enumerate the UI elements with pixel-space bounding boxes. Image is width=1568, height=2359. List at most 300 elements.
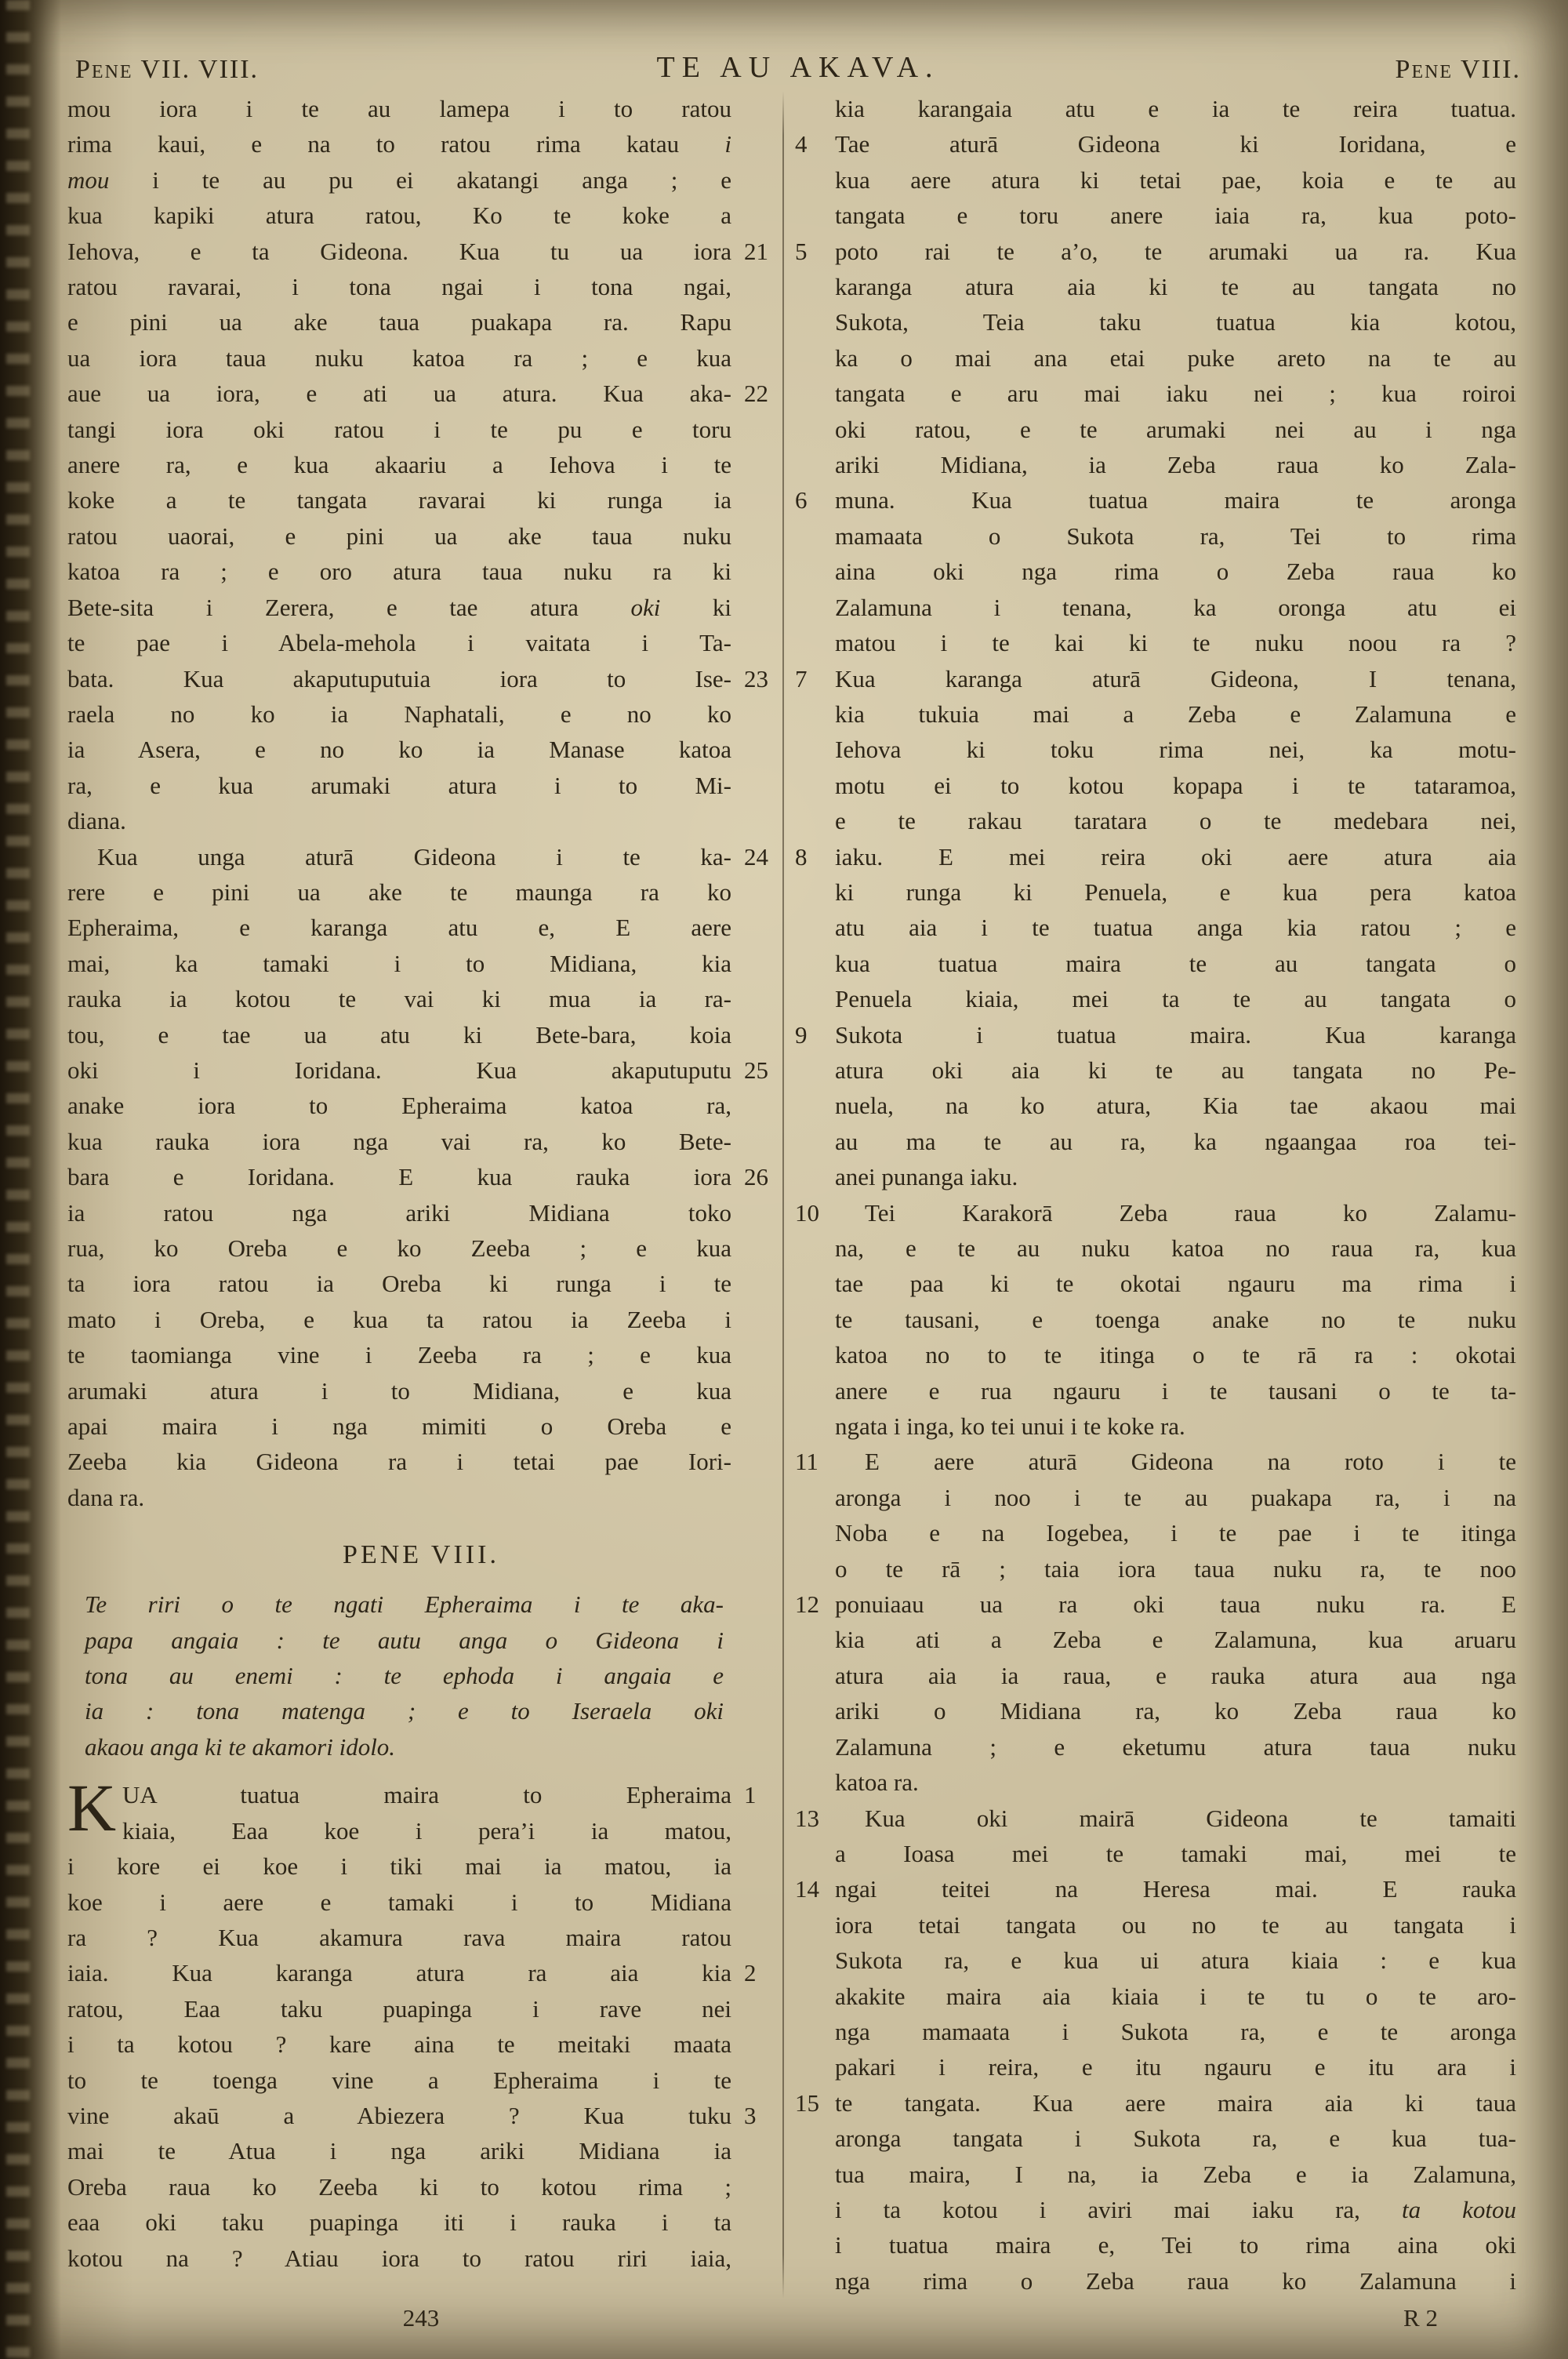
verse-number: 14 bbox=[795, 1875, 819, 1903]
verse-number bbox=[792, 1907, 835, 1943]
text-line bbox=[792, 1871, 1516, 1906]
signature-mark: R 2 bbox=[1403, 2304, 1438, 2332]
verse-number bbox=[792, 518, 835, 554]
verse-number: 5 bbox=[795, 237, 808, 265]
verse-number bbox=[731, 2169, 775, 2205]
text-line bbox=[67, 554, 775, 589]
verse-number bbox=[731, 518, 775, 554]
verse-text: kia karangaia atu e ia te reira tuatua. bbox=[835, 95, 1516, 122]
text-line bbox=[792, 482, 1516, 518]
verse-text: tua maira, I na, ia Zeba e ia Zalamuna, bbox=[835, 2160, 1516, 2188]
verse-text: e te rakau taratara o te medebara nei, bbox=[835, 807, 1516, 835]
text-line bbox=[792, 376, 1516, 411]
verse-text: Sukota ra, e kua ui atura kiaia : e kua bbox=[835, 1946, 1516, 1975]
verse-number bbox=[792, 1408, 835, 1444]
verse-text: Zalamuna ; e eketumu atura taua nuku bbox=[835, 1732, 1516, 1761]
verse-number bbox=[792, 625, 835, 660]
text-line bbox=[67, 625, 775, 660]
verse-text: rima kaui, e na to ratou rima katau i bbox=[67, 130, 731, 158]
verse-number bbox=[792, 2157, 835, 2192]
verse-text: ia Asera, e no ko ia Manase katoa bbox=[67, 736, 731, 764]
verse-text: Tae aturā Gideona ki Ioridana, e bbox=[835, 130, 1516, 158]
verse-text: matou i te kai ki te nuku noou ra ? bbox=[835, 629, 1516, 657]
verse-text: i kore ei koe i tiki mai ia matou, ia bbox=[67, 1852, 731, 1881]
verse-number: 4 bbox=[795, 130, 808, 158]
text-line bbox=[67, 198, 775, 233]
verse-text: mou i te au pu ei akatangi anga ; e bbox=[67, 165, 731, 194]
text-line bbox=[792, 269, 1516, 304]
verse-text: to te toenga vine a Epheraima i te bbox=[67, 2066, 731, 2094]
text-line bbox=[792, 1693, 1516, 1728]
verse-text: na, e te au nuku katoa no raua ra, kua bbox=[835, 1234, 1516, 1262]
verse-text: rauka ia kotou te vai ki mua ia ra- bbox=[67, 985, 731, 1013]
text-line bbox=[792, 1052, 1516, 1088]
verse-number bbox=[731, 1230, 775, 1266]
verse-number: 26 bbox=[744, 1163, 768, 1191]
left-column bbox=[67, 91, 775, 2299]
text-line bbox=[792, 1801, 1516, 1836]
text-line bbox=[67, 2026, 775, 2062]
verse-number bbox=[792, 1302, 835, 1337]
verse-text: kua kapiki atura ratou, Ko te koke a bbox=[67, 202, 731, 230]
verse-number bbox=[792, 732, 835, 767]
verse-text: anere e rua ngauru i te tausani o te ta- bbox=[835, 1376, 1516, 1405]
verse-text: K UA tuatua maira to Epheraima bbox=[67, 1770, 731, 1846]
verse-text: kia tukuia mai a Zeba e Zalamuna e bbox=[835, 700, 1516, 728]
verse-text: aue ua iora, e ati ua atura. Kua aka- bbox=[67, 380, 731, 408]
text-line bbox=[67, 874, 775, 910]
verse-text: ia : tona matenga ; e to Iseraela oki bbox=[85, 1697, 724, 1725]
verse-number bbox=[731, 412, 775, 447]
text-line bbox=[67, 1373, 775, 1408]
verse-number: 3 bbox=[744, 2101, 757, 2129]
text-line bbox=[792, 1480, 1516, 1515]
verse-number bbox=[792, 1979, 835, 2014]
text-line bbox=[67, 1444, 775, 1479]
running-header-right: Pene VIII. bbox=[1395, 55, 1521, 84]
verse-number: 9 bbox=[795, 1020, 808, 1049]
verse-number bbox=[731, 1813, 775, 1848]
text-line bbox=[67, 661, 775, 696]
right-column bbox=[792, 91, 1516, 2299]
verse-text: motu ei to kotou kopapa i te tataramoa, bbox=[835, 771, 1516, 799]
verse-number bbox=[731, 1195, 775, 1230]
verse-number bbox=[792, 768, 835, 803]
text-line bbox=[792, 946, 1516, 981]
verse-text: te taomianga vine i Zeeba ra ; e kua bbox=[67, 1341, 731, 1369]
verse-number bbox=[731, 1848, 775, 1884]
verse-text: nga mamaata i Sukota ra, e te aronga bbox=[835, 2017, 1516, 2045]
verse-number bbox=[731, 2133, 775, 2168]
text-line bbox=[792, 234, 1516, 269]
verse-number bbox=[731, 126, 775, 162]
text-line bbox=[67, 839, 775, 874]
text-line bbox=[792, 126, 1516, 162]
verse-number bbox=[724, 1693, 767, 1728]
verse-text: i ta kotou ? kare aina te meitaki maata bbox=[67, 2030, 731, 2059]
verse-number bbox=[731, 1920, 775, 1955]
verse-text: atu aia i te tuatua anga kia ratou ; e bbox=[835, 914, 1516, 942]
text-line bbox=[85, 1658, 767, 1693]
verse-number bbox=[731, 590, 775, 625]
verse-number: 24 bbox=[744, 842, 768, 871]
text-line bbox=[67, 1159, 775, 1194]
text-line bbox=[792, 1230, 1516, 1266]
verse-number bbox=[792, 554, 835, 589]
verse-number bbox=[731, 1444, 775, 1479]
verse-text: a Ioasa mei te tamaki mai, mei te bbox=[835, 1839, 1516, 1867]
verse-text: kua tuatua maira te au tangata o bbox=[835, 949, 1516, 977]
text-line bbox=[792, 874, 1516, 910]
verse-number bbox=[724, 1658, 767, 1693]
text-line bbox=[67, 1052, 775, 1088]
verse-number: 25 bbox=[744, 1056, 768, 1084]
text-line bbox=[792, 732, 1516, 767]
verse-text: Sukota, Teia taku tuatua kia kotou, bbox=[835, 308, 1516, 336]
verse-text: ra, e kua arumaki atura i to Mi- bbox=[67, 771, 731, 799]
verse-text: ngai teitei na Heresa mai. E rauka bbox=[835, 1875, 1516, 1903]
verse-number bbox=[724, 1587, 767, 1622]
verse-text: Kua unga aturā Gideona i te ka- bbox=[97, 842, 731, 871]
verse-number bbox=[792, 1230, 835, 1266]
verse-number bbox=[792, 696, 835, 732]
verse-text: aronga tangata i Sukota ra, e kua tua- bbox=[835, 2125, 1516, 2153]
text-line bbox=[67, 412, 775, 447]
verse-text: diana. bbox=[67, 807, 126, 835]
verse-text: karanga atura aia ki te au tangata no bbox=[835, 273, 1516, 301]
verse-number bbox=[792, 1658, 835, 1693]
verse-text: kia ati a Zeba e Zalamuna, kua aruaru bbox=[835, 1626, 1516, 1654]
verse-text: katoa no to te itinga o te rā ra : okotai bbox=[835, 1341, 1516, 1369]
verse-text: Tei Karakorā Zeba raua ko Zalamu- bbox=[865, 1198, 1516, 1227]
verse-number: 1 bbox=[744, 1781, 757, 1809]
text-line bbox=[67, 91, 775, 126]
verse-number: 15 bbox=[795, 2088, 819, 2117]
verse-text: ponuiaau ua ra oki taua nuku ra. E bbox=[835, 1590, 1516, 1619]
verse-text: rua, ko Oreba e ko Zeeba ; e kua bbox=[67, 1234, 731, 1262]
text-line bbox=[792, 2085, 1516, 2121]
text-line bbox=[67, 2133, 775, 2168]
verse-text: Kua oki mairā Gideona te tamaiti bbox=[865, 1804, 1516, 1832]
text-line bbox=[67, 2205, 775, 2240]
text-line bbox=[67, 768, 775, 803]
verse-number bbox=[731, 1373, 775, 1408]
verse-text: tona au enemi : te ephoda i angaia e bbox=[85, 1662, 724, 1690]
verse-text: anei punanga iaku. bbox=[835, 1163, 1018, 1191]
verse-number bbox=[731, 696, 775, 732]
verse-number bbox=[792, 1943, 835, 1978]
text-line bbox=[792, 1408, 1516, 1444]
text-line bbox=[85, 1729, 767, 1765]
verse-text: kiaia, Eaa koe i pera’i ia matou, bbox=[122, 1816, 731, 1845]
verse-number bbox=[731, 803, 775, 838]
verse-number bbox=[731, 2063, 775, 2098]
verse-text: arumaki atura i to Midiana, e kua bbox=[67, 1376, 731, 1405]
text-line bbox=[67, 1955, 775, 1990]
verse-number bbox=[731, 2026, 775, 2062]
verse-text: ta iora ratou ia Oreba ki runga i te bbox=[67, 1270, 731, 1298]
verse-number bbox=[792, 2121, 835, 2156]
text-line bbox=[792, 198, 1516, 233]
text-line bbox=[792, 2014, 1516, 2049]
verse-number: 8 bbox=[795, 842, 808, 871]
verse-number bbox=[792, 1622, 835, 1657]
text-line bbox=[67, 269, 775, 304]
text-line bbox=[67, 1408, 775, 1444]
text-line bbox=[792, 1515, 1516, 1550]
text-line bbox=[67, 2063, 775, 2098]
verse-text: koe i aere e tamaki i to Midiana bbox=[67, 1888, 731, 1916]
text-line bbox=[792, 1622, 1516, 1657]
text-line bbox=[792, 981, 1516, 1016]
binding-gutter-shadow bbox=[0, 0, 61, 2359]
verse-text: nga rima o Zeba raua ko Zalamuna i bbox=[835, 2266, 1516, 2295]
verse-number bbox=[731, 1480, 775, 1515]
verse-number bbox=[731, 946, 775, 981]
verse-number bbox=[792, 1515, 835, 1550]
verse-number bbox=[792, 1337, 835, 1372]
text-line bbox=[67, 2241, 775, 2276]
verse-text: anake iora to Epheraima katoa ra, bbox=[67, 1092, 731, 1120]
text-line bbox=[67, 1230, 775, 1266]
text-line bbox=[67, 304, 775, 340]
verse-text: Iehova ki toku rima nei, ka motu- bbox=[835, 736, 1516, 764]
text-line bbox=[67, 1813, 775, 1848]
verse-text: tae paa ki te okotai ngauru ma rima i bbox=[835, 1270, 1516, 1298]
verse-text: ratou uaorai, e pini ua ake taua nuku bbox=[67, 522, 731, 550]
verse-number bbox=[731, 1302, 775, 1337]
text-line bbox=[792, 1444, 1516, 1479]
verse-number bbox=[731, 2205, 775, 2240]
verse-text: kua aere atura ki tetai pae, koia e te au bbox=[835, 165, 1516, 194]
verse-number: 11 bbox=[795, 1448, 818, 1476]
text-line bbox=[67, 590, 775, 625]
verse-text: atura aia ia raua, e rauka atura aua nga bbox=[835, 1661, 1516, 1689]
text-line bbox=[792, 554, 1516, 589]
text-line bbox=[792, 625, 1516, 660]
text-line bbox=[792, 1124, 1516, 1159]
verse-text: akaou anga ki te akamori idolo. bbox=[85, 1732, 396, 1761]
verse-text: kotou na ? Atiau iora to ratou riri iaia, bbox=[67, 2244, 731, 2272]
text-line bbox=[67, 1480, 775, 1515]
verse-number bbox=[792, 162, 835, 198]
verse-text: i ta kotou i aviri mai iaku ra, ta kotou bbox=[835, 2195, 1516, 2223]
text-line bbox=[792, 661, 1516, 696]
text-line bbox=[792, 412, 1516, 447]
verse-number bbox=[792, 198, 835, 233]
verse-text: mou iora i te au lamepa i to ratou bbox=[67, 95, 731, 122]
text-line bbox=[85, 1693, 767, 1728]
chapter-summary bbox=[67, 1587, 775, 1765]
verse-number: 10 bbox=[795, 1198, 819, 1227]
text-line bbox=[792, 1658, 1516, 1693]
verse-number bbox=[792, 874, 835, 910]
text-line bbox=[792, 2227, 1516, 2263]
text-line bbox=[85, 1623, 767, 1658]
text-line bbox=[67, 1266, 775, 1301]
text-line bbox=[792, 162, 1516, 198]
verse-text: eaa oki taku puapinga iti i rauka i ta bbox=[67, 2208, 731, 2237]
running-header bbox=[75, 45, 1521, 85]
text-line bbox=[792, 803, 1516, 838]
verse-text: o te rā ; taia iora taua nuku ra, te noo bbox=[835, 1554, 1516, 1583]
verse-number bbox=[792, 910, 835, 945]
text-line bbox=[792, 1836, 1516, 1871]
verse-text: kua rauka iora nga vai ra, ko Bete- bbox=[67, 1127, 731, 1155]
verse-text: ngata i inga, ko tei unui i te koke ra. bbox=[835, 1412, 1185, 1441]
running-header-left: Pene VII. VIII. bbox=[75, 55, 260, 84]
text-columns bbox=[67, 91, 1516, 2299]
verse-text: ratou, Eaa taku puapinga i rave nei bbox=[67, 1994, 731, 2023]
verse-number: 13 bbox=[795, 1804, 819, 1832]
text-line bbox=[67, 2098, 775, 2133]
verse-number bbox=[792, 1373, 835, 1408]
text-line bbox=[792, 2192, 1516, 2227]
verse-text: e pini ua ake taua puakapa ra. Rapu bbox=[67, 308, 731, 336]
text-line bbox=[67, 696, 775, 732]
text-line bbox=[792, 1373, 1516, 1408]
text-line bbox=[67, 1848, 775, 1884]
verse-number bbox=[792, 2192, 835, 2227]
verse-number bbox=[792, 1551, 835, 1587]
text-line bbox=[67, 126, 775, 162]
verse-number: 2 bbox=[744, 1959, 757, 1987]
text-line bbox=[792, 2121, 1516, 2156]
text-line bbox=[792, 1729, 1516, 1765]
verse-number bbox=[792, 946, 835, 981]
verse-number bbox=[792, 340, 835, 376]
verse-text: katoa ra ; e oro atura taua nuku ra ki bbox=[67, 558, 731, 586]
chapter-heading: PENE VIII. bbox=[343, 1540, 499, 1570]
verse-text: dana ra. bbox=[67, 1483, 145, 1511]
verse-number bbox=[731, 1408, 775, 1444]
text-line bbox=[67, 803, 775, 838]
book-title: TE AU AKAVA. bbox=[656, 51, 940, 84]
verse-number bbox=[792, 447, 835, 482]
verse-text: te tangata. Kua aere maira aia ki taua bbox=[835, 2088, 1516, 2117]
verse-number bbox=[731, 340, 775, 376]
text-line bbox=[792, 1302, 1516, 1337]
verse-number bbox=[731, 447, 775, 482]
text-line bbox=[792, 1551, 1516, 1587]
verse-number: 6 bbox=[795, 486, 808, 514]
verse-number bbox=[792, 304, 835, 340]
verse-text: ariki Midiana, ia Zeba raua ko Zala- bbox=[835, 451, 1516, 479]
text-line bbox=[67, 2169, 775, 2205]
column-divider-rule bbox=[782, 91, 784, 2299]
verse-text: mai te Atua i nga ariki Midiana ia bbox=[67, 2137, 731, 2165]
text-line bbox=[792, 2263, 1516, 2299]
verse-text: Sukota i tuatua maira. Kua karanga bbox=[835, 1020, 1516, 1049]
text-line bbox=[792, 1979, 1516, 2014]
verse-text: nuela, na ko atura, Kia tae akaou mai bbox=[835, 1092, 1516, 1120]
verse-text: ki runga ki Penuela, e kua pera katoa bbox=[835, 878, 1516, 906]
verse-text: bara e Ioridana. E kua rauka iora bbox=[67, 1163, 731, 1191]
verse-text: ratou ravarai, i tona ngai i tona ngai, bbox=[67, 273, 731, 301]
verse-number: 23 bbox=[744, 664, 768, 692]
verse-number bbox=[731, 91, 775, 126]
verse-number bbox=[792, 1693, 835, 1728]
verse-text: aronga i noo i te au puakapa ra, i na bbox=[835, 1483, 1516, 1511]
verse-text: Iehova, e ta Gideona. Kua tu ua iora bbox=[67, 237, 731, 265]
verse-number bbox=[792, 1052, 835, 1088]
verse-number bbox=[731, 1266, 775, 1301]
verse-number bbox=[731, 554, 775, 589]
text-line bbox=[67, 1017, 775, 1052]
verse-number bbox=[731, 981, 775, 1016]
verse-text: au ma te au ra, ka ngaangaa roa tei- bbox=[835, 1127, 1516, 1155]
verse-number bbox=[731, 625, 775, 660]
verse-number bbox=[731, 1124, 775, 1159]
verse-text: oki ratou, e te arumaki nei au i nga bbox=[835, 415, 1516, 443]
verse-number bbox=[792, 1088, 835, 1123]
verse-text: koke a te tangata ravarai ki runga ia bbox=[67, 486, 731, 514]
text-line bbox=[792, 2157, 1516, 2192]
verse-text: ra ? Kua akamura rava maira ratou bbox=[67, 1923, 731, 1951]
verse-number bbox=[792, 412, 835, 447]
text-line bbox=[792, 1587, 1516, 1622]
text-line bbox=[67, 376, 775, 411]
verse-number bbox=[724, 1729, 767, 1765]
text-line bbox=[792, 1943, 1516, 1978]
page-number: 243 bbox=[402, 2304, 440, 2332]
verse-number bbox=[792, 376, 835, 411]
text-line bbox=[67, 732, 775, 767]
text-line bbox=[792, 2049, 1516, 2085]
verse-text: aina oki nga rima o Zeba raua ko bbox=[835, 558, 1516, 586]
verse-number: 7 bbox=[795, 664, 808, 692]
text-line bbox=[792, 340, 1516, 376]
verse-number bbox=[731, 304, 775, 340]
verse-text: oki i Ioridana. Kua akaputuputu bbox=[67, 1056, 731, 1084]
verse-number bbox=[731, 482, 775, 518]
verse-text: rere e pini ua ake te maunga ra ko bbox=[67, 878, 731, 906]
verse-number bbox=[792, 981, 835, 1016]
text-line bbox=[792, 447, 1516, 482]
verse-number bbox=[792, 1159, 835, 1194]
verse-text: pakari i reira, e itu ngauru e itu ara i bbox=[835, 2053, 1516, 2081]
verse-text: mai, ka tamaki i to Midiana, kia bbox=[67, 949, 731, 977]
verse-text: raela no ko ia Naphatali, e no ko bbox=[67, 700, 731, 728]
verse-text: te tausani, e toenga anake no te nuku bbox=[835, 1305, 1516, 1333]
text-line bbox=[792, 1907, 1516, 1943]
verse-text: papa angaia : te autu anga o Gideona i bbox=[85, 1626, 724, 1654]
verse-text: ariki o Midiana ra, ko Zeba raua ko bbox=[835, 1697, 1516, 1725]
verse-number bbox=[792, 1266, 835, 1301]
text-line bbox=[67, 1302, 775, 1337]
verse-number bbox=[731, 1885, 775, 1920]
verse-number bbox=[792, 1124, 835, 1159]
verse-text: bata. Kua akaputuputuia iora to Ise- bbox=[67, 664, 731, 692]
text-line bbox=[67, 234, 775, 269]
text-line bbox=[792, 1765, 1516, 1800]
text-line bbox=[67, 1920, 775, 1955]
verse-text: Epheraima, e karanga atu e, E aere bbox=[67, 914, 731, 942]
text-line bbox=[67, 1337, 775, 1372]
text-line bbox=[792, 1017, 1516, 1052]
verse-text: tangata e toru anere iaia ra, kua poto- bbox=[835, 202, 1516, 230]
verse-text: muna. Kua tuatua maira te aronga bbox=[835, 486, 1516, 514]
verse-text: poto rai te a’o, te arumaki ua ra. Kua bbox=[835, 237, 1516, 265]
drop-cap-initial: K bbox=[67, 1770, 117, 1846]
text-line bbox=[792, 768, 1516, 803]
text-line bbox=[792, 696, 1516, 732]
verse-text: ua iora taua nuku katoa ra ; e kua bbox=[67, 343, 731, 372]
verse-number: 21 bbox=[744, 237, 768, 265]
verse-number bbox=[731, 1337, 775, 1372]
verse-number: 12 bbox=[795, 1590, 819, 1619]
verse-text: tangata e aru mai iaku nei ; kua roiroi bbox=[835, 380, 1516, 408]
